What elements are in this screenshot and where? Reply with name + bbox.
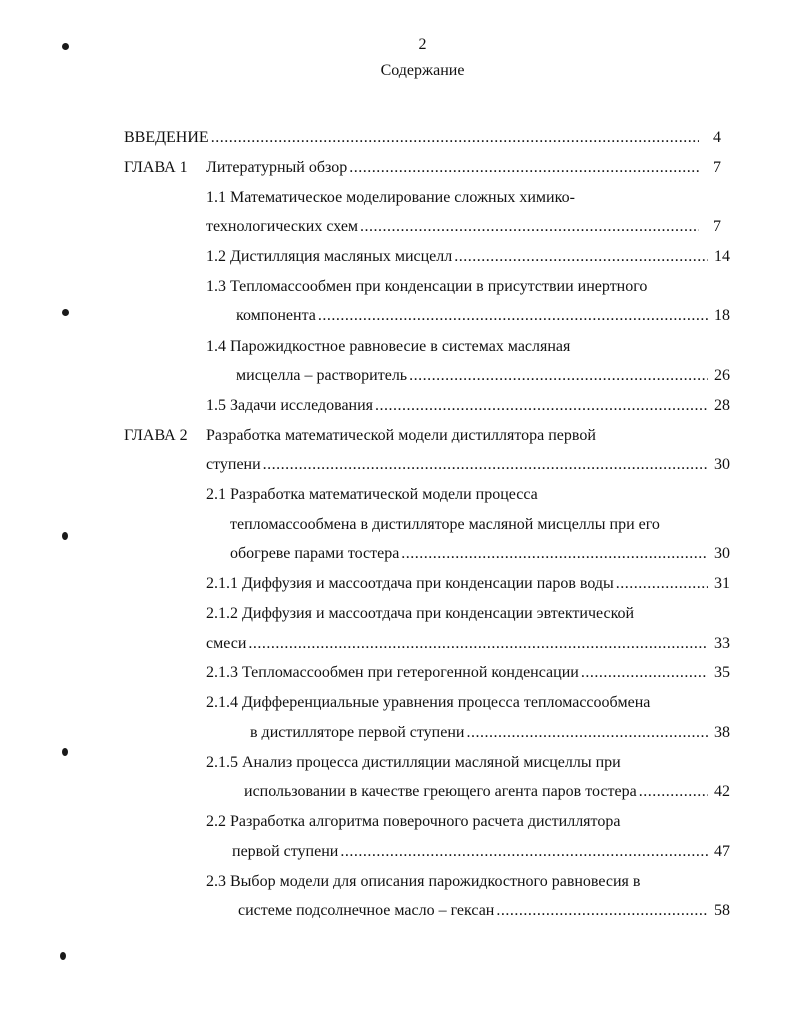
leader-dots [454, 246, 708, 268]
toc-entry-2-1-2[interactable] [206, 633, 730, 655]
toc-page-number: 7 [713, 159, 721, 176]
page-title: Содержание [380, 62, 465, 79]
leader-dots [211, 127, 699, 149]
toc-page-number: 7 [713, 218, 721, 235]
leader-dots [581, 662, 708, 684]
toc-label: 1.5 Задачи исследования [206, 397, 374, 414]
toc-entry-1-4-line1[interactable]: 1.4 Парожидкостное равновесие в системах масляная [206, 338, 571, 355]
toc-entry-1-5[interactable] [206, 395, 730, 417]
toc-label: Литературный обзор [206, 159, 348, 176]
toc-label: системе подсолнечное масло – гексан [238, 902, 495, 919]
toc-page-number: 33 [714, 635, 730, 652]
toc-entry-1-1[interactable] [206, 216, 721, 238]
leader-dots [616, 573, 708, 595]
leader-dots [466, 722, 708, 744]
toc-label: 2.1.3 Тепломассообмен при гетерогенной конденсации [206, 664, 579, 681]
toc-entry-2-2[interactable] [232, 841, 730, 863]
scan-speck [62, 532, 68, 540]
toc-label: технологических схем [206, 218, 359, 235]
toc-page-number: 42 [714, 783, 730, 800]
toc-entry-2-1-4-line1[interactable]: 2.1.4 Дифференциальные уравнения процесса тепломассообмена [206, 694, 651, 711]
toc-page-number: 38 [714, 724, 730, 741]
leader-dots [409, 365, 708, 387]
leader-dots [496, 900, 708, 922]
leader-dots [639, 781, 708, 803]
scan-speck [60, 952, 66, 960]
toc-entry-chapter-1[interactable] [124, 157, 721, 179]
toc-label: 2.1.1 Диффузия и массоотдача при конденсации паров воды [206, 575, 614, 592]
toc-label: Разработка математической модели дистиллятора первой [206, 427, 596, 444]
leader-dots [248, 633, 708, 655]
toc-entry-2-2-line1[interactable]: 2.2 Разработка алгоритма поверочного расчета дистиллятора [206, 813, 621, 830]
toc-label: в дистилляторе первой ступени [250, 724, 465, 741]
scan-speck [62, 309, 69, 316]
toc-entry-2-1-line2[interactable]: тепломассообмена в дистилляторе масляной мисцеллы при его [230, 516, 660, 533]
toc-label: компонента [236, 307, 316, 324]
toc-entry-2-3[interactable] [238, 900, 730, 922]
leader-dots [263, 454, 708, 476]
leader-dots [349, 157, 699, 179]
toc-label: мисцелла – растворитель [236, 367, 408, 384]
toc-page-number: 18 [714, 307, 730, 324]
toc-entry-2-1[interactable] [230, 543, 730, 565]
toc-page-number: 14 [714, 248, 730, 265]
toc-entry-2-1-1[interactable] [206, 573, 730, 595]
chapter-number: ГЛАВА 2 [124, 427, 188, 444]
toc-page-number: 30 [714, 545, 730, 562]
toc-entry-1-2[interactable] [206, 246, 730, 268]
toc-entry-1-4[interactable] [236, 365, 730, 387]
leader-dots [401, 543, 708, 565]
scan-speck [62, 748, 68, 756]
leader-dots [318, 305, 708, 327]
toc-entry-2-1-3[interactable] [206, 662, 730, 684]
toc-entry-2-1-5[interactable] [244, 781, 730, 803]
toc-page-number: 4 [713, 129, 721, 146]
toc-entry-1-3[interactable] [236, 305, 730, 327]
toc-page-number: 58 [714, 902, 730, 919]
toc-label: первой ступени [232, 843, 339, 860]
toc-page-number: 35 [714, 664, 730, 681]
toc-entry-1-3-line1[interactable]: 1.3 Тепломассообмен при конденсации в присутствии инертного [206, 278, 648, 295]
toc-entry-intro[interactable] [124, 127, 721, 149]
toc-page-number: 28 [714, 397, 730, 414]
toc-entry-2-1-4[interactable] [250, 722, 730, 744]
chapter-number: ГЛАВА 1 [124, 159, 188, 176]
leader-dots [360, 216, 699, 238]
toc-label: использовании в качестве греющего агента паров тостера [244, 783, 637, 800]
toc-label: ступени [206, 456, 261, 473]
toc-label: ВВЕДЕНИЕ [124, 129, 209, 146]
toc-label: смеси [206, 635, 247, 652]
toc-entry-chapter-2[interactable] [206, 454, 730, 476]
toc-page-number: 47 [714, 843, 730, 860]
toc-entry-1-1-line1[interactable]: 1.1 Математическое моделирование сложных химико- [206, 189, 575, 206]
toc-page-number: 30 [714, 456, 730, 473]
toc-entry-2-3-line1[interactable]: 2.3 Выбор модели для описания парожидкостного равновесия в [206, 873, 641, 890]
toc-page-number: 31 [714, 575, 730, 592]
page-number: 2 [418, 36, 427, 53]
toc-label: обогреве парами тостера [230, 545, 400, 562]
toc-label: 1.2 Дистилляция масляных мисцелл [206, 248, 453, 265]
leader-dots [340, 841, 708, 863]
leader-dots [375, 395, 708, 417]
toc-entry-2-1-5-line1[interactable]: 2.1.5 Анализ процесса дистилляции масляной мисцеллы при [206, 754, 621, 771]
toc-entry-2-1-2-line1[interactable]: 2.1.2 Диффузия и массоотдача при конденсации эвтектической [206, 605, 635, 622]
toc-entry-chapter-2-line1[interactable] [124, 425, 596, 447]
toc-entry-2-1-line1[interactable]: 2.1 Разработка математической модели процесса [206, 486, 538, 503]
toc-page-number: 26 [714, 367, 730, 384]
